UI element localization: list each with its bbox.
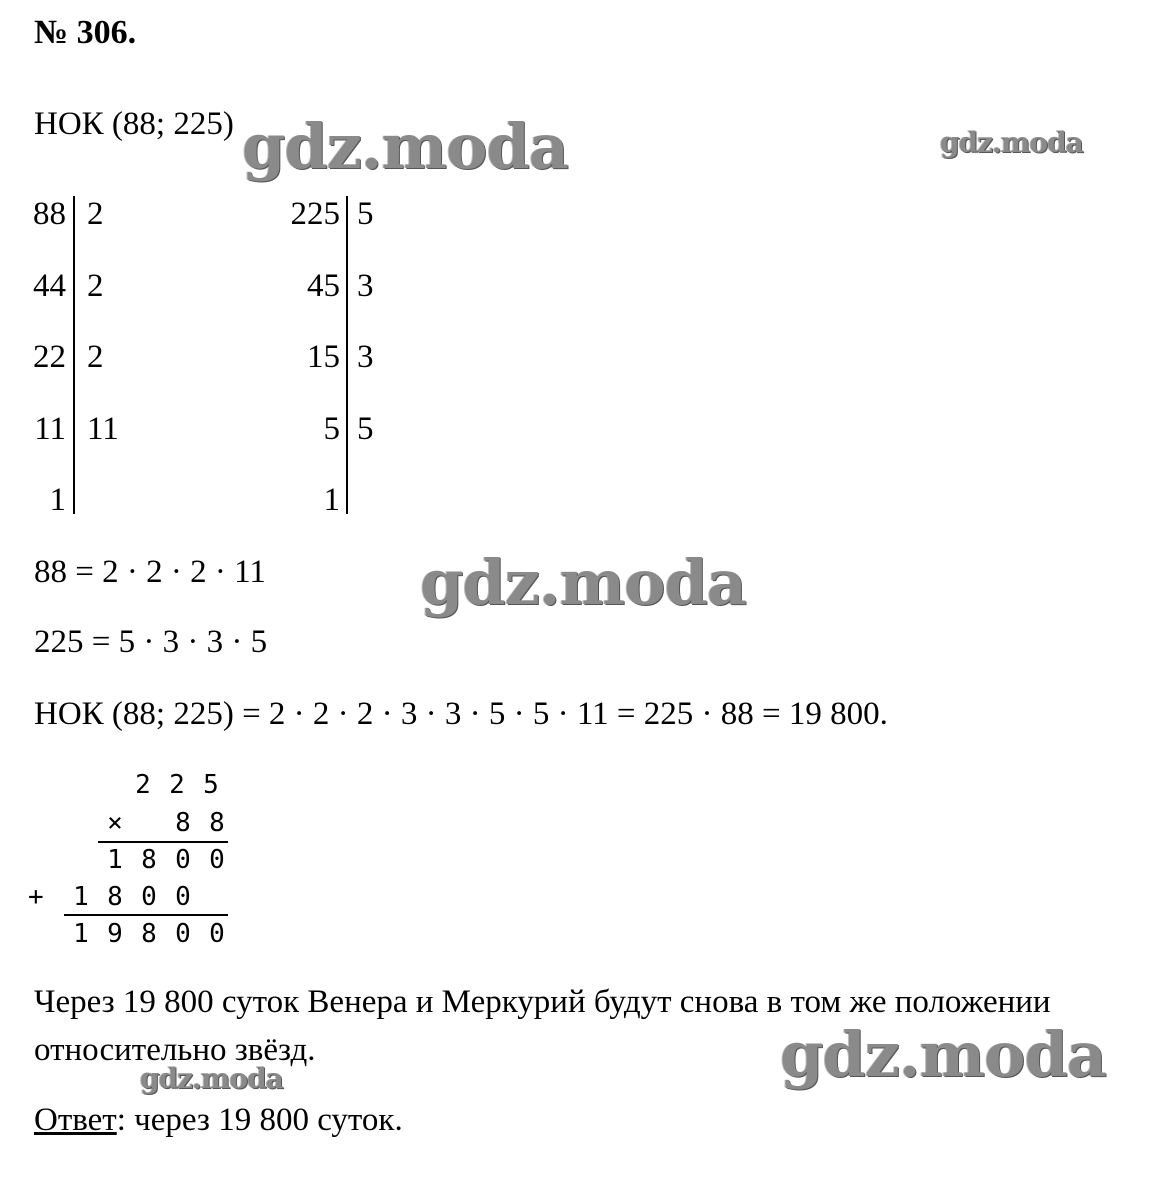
watermark-logo: gdz.moda bbox=[242, 110, 568, 183]
mult-digit: 8 bbox=[141, 845, 157, 875]
factor-88-right-2: 2 bbox=[87, 339, 104, 375]
conclusion-line-1: Через 19 800 суток Венера и Меркурий будут снова в том же положении bbox=[34, 984, 1051, 1020]
mult-digit: 8 bbox=[209, 808, 225, 838]
factor-88-left-0: 88 bbox=[33, 196, 66, 232]
mult-partial-2 bbox=[64, 884, 200, 910]
mult-digit: 8 bbox=[107, 882, 123, 912]
factor-88-right-1: 2 bbox=[87, 268, 104, 304]
factor-225-right-2: 3 bbox=[357, 339, 374, 375]
equation-nok: НОК (88; 225) = 2 · 2 · 2 · 3 · 3 · 5 · 5 · 11 = 225 · 88 = 19 800. bbox=[34, 696, 888, 732]
mult-digit: 0 bbox=[209, 845, 225, 875]
mult-line-2 bbox=[64, 914, 228, 916]
multiply-operator: × bbox=[107, 808, 123, 838]
mult-digit: 0 bbox=[141, 882, 157, 912]
mult-digit: 1 bbox=[73, 919, 89, 949]
watermark-logo: gdz.moda bbox=[780, 1018, 1106, 1091]
mult-multiplier-row bbox=[98, 810, 234, 836]
mult-digit: 1 bbox=[73, 882, 89, 912]
mult-digit: 1 bbox=[107, 845, 123, 875]
mult-multiplicand bbox=[126, 772, 228, 798]
task-number: № 306. bbox=[34, 14, 137, 51]
answer-text: через 19 800 суток. bbox=[125, 1102, 403, 1138]
factor-88-right-3: 11 bbox=[87, 411, 119, 447]
factor-225-left-0: 225 bbox=[290, 196, 340, 232]
mult-digit: 8 bbox=[175, 808, 191, 838]
mult-digit: 0 bbox=[175, 919, 191, 949]
factor-88-right-0: 2 bbox=[87, 196, 104, 232]
factor-225-right-3: 5 bbox=[357, 411, 374, 447]
mult-partial-1 bbox=[98, 847, 234, 873]
factor-225-left-1: 45 bbox=[307, 268, 340, 304]
watermark-logo: gdz.moda bbox=[940, 126, 1083, 159]
factor-225-left-2: 15 bbox=[307, 339, 340, 375]
factor-225-right-1: 3 bbox=[357, 268, 374, 304]
factor-225-divider bbox=[346, 196, 348, 514]
watermark-logo: gdz.moda bbox=[140, 1062, 283, 1095]
answer-colon: : bbox=[116, 1102, 126, 1138]
mult-digit: 9 bbox=[107, 919, 123, 949]
factor-88-left-2: 22 bbox=[33, 339, 66, 375]
mult-digit: 0 bbox=[175, 882, 191, 912]
answer-label: Ответ bbox=[34, 1102, 117, 1138]
factor-88-left-1: 44 bbox=[33, 268, 66, 304]
mult-digit: 0 bbox=[175, 845, 191, 875]
factor-88-divider bbox=[73, 196, 75, 514]
answer-line bbox=[34, 1104, 403, 1137]
watermark-logo: gdz.moda bbox=[420, 546, 746, 619]
conclusion-line-2: относительно звёзд. bbox=[34, 1032, 316, 1068]
factor-225-left-3: 5 bbox=[323, 411, 340, 447]
mult-line-1 bbox=[98, 841, 228, 843]
mult-plus-sign: + bbox=[28, 882, 44, 912]
mult-result bbox=[64, 921, 234, 947]
nok-heading: НОК (88; 225) bbox=[34, 106, 234, 142]
mult-digit: 2 bbox=[135, 770, 151, 800]
mult-digit: 2 bbox=[169, 770, 185, 800]
factor-225-right-0: 5 bbox=[357, 196, 374, 232]
equation-225: 225 = 5 · 3 · 3 · 5 bbox=[34, 624, 268, 660]
factor-225-left-4: 1 bbox=[323, 482, 340, 518]
mult-digit: 0 bbox=[209, 919, 225, 949]
factor-88-left-3: 11 bbox=[34, 411, 66, 447]
equation-88: 88 = 2 · 2 · 2 · 11 bbox=[34, 554, 266, 590]
factor-88-left-4: 1 bbox=[49, 482, 66, 518]
mult-digit: 8 bbox=[141, 919, 157, 949]
mult-digit: 5 bbox=[203, 770, 219, 800]
